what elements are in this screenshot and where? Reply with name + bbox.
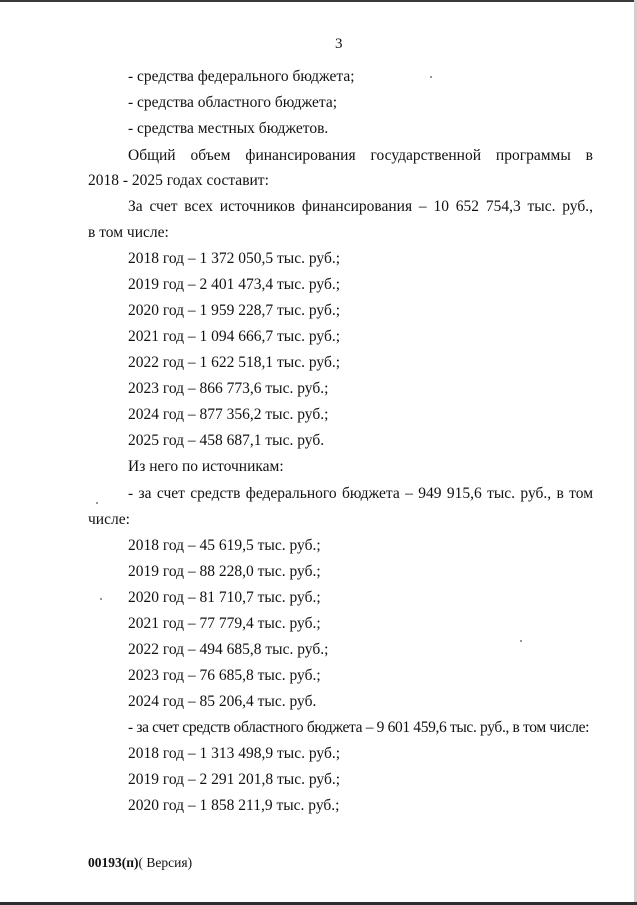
all-year-2021: 2021 год – 1 094 666,7 тыс. руб.; — [128, 328, 341, 345]
source-local: - средства местных бюджетов. — [128, 120, 329, 137]
all-sources-line1: За счет всех источников финансирования – 10 652 754,3 тыс. руб., — [128, 198, 593, 215]
federal-para-line2: числе: — [88, 511, 130, 528]
document-footer — [88, 855, 192, 871]
all-year-2025: 2025 год – 458 687,1 тыс. руб. — [128, 432, 325, 449]
total-para-line2: 2018 - 2025 годах составит: — [88, 172, 269, 189]
federal-year-2021: 2021 год – 77 779,4 тыс. руб.; — [128, 615, 321, 632]
all-sources-line2: в том числе: — [88, 224, 169, 241]
scan-top-edge — [0, 0, 637, 2]
scan-speck — [430, 76, 432, 78]
footer-code: 00193(п) — [88, 855, 139, 870]
all-year-2023: 2023 год – 866 773,6 тыс. руб.; — [128, 380, 329, 397]
federal-year-2018: 2018 год – 45 619,5 тыс. руб.; — [128, 537, 321, 554]
source-federal: - средства федерального бюджета; — [128, 68, 355, 85]
regional-para: - за счет средств областного бюджета – 9 601 459,6 тыс. руб., в том числе: — [128, 719, 590, 736]
all-year-2019: 2019 год – 2 401 473,4 тыс. руб.; — [128, 276, 341, 293]
scan-speck — [96, 502, 98, 504]
federal-year-2020: 2020 год – 81 710,7 тыс. руб.; — [128, 589, 321, 606]
total-para-line1: Общий объем финансирования государственной программы в — [128, 147, 593, 164]
scan-speck — [100, 598, 102, 600]
all-year-2020: 2020 год – 1 959 228,7 тыс. руб.; — [128, 302, 341, 319]
regional-year-2019: 2019 год – 2 291 201,8 тыс. руб.; — [128, 771, 341, 788]
federal-year-2023: 2023 год – 76 685,8 тыс. руб.; — [128, 667, 321, 684]
federal-year-2022: 2022 год – 494 685,8 тыс. руб.; — [128, 641, 329, 658]
regional-year-2020: 2020 год – 1 858 211,9 тыс. руб.; — [128, 797, 340, 814]
all-year-2022: 2022 год – 1 622 518,1 тыс. руб.; — [128, 354, 341, 371]
by-sources-heading: Из него по источникам: — [128, 458, 284, 475]
federal-year-2019: 2019 год – 88 228,0 тыс. руб.; — [128, 563, 321, 580]
all-year-2018: 2018 год – 1 372 050,5 тыс. руб.; — [128, 250, 341, 267]
footer-version: ( Версия) — [138, 855, 193, 870]
regional-year-2018: 2018 год – 1 313 498,9 тыс. руб.; — [128, 745, 341, 762]
scan-speck — [520, 640, 522, 642]
federal-year-2024: 2024 год – 85 206,4 тыс. руб. — [128, 693, 317, 710]
page-number: 3 — [335, 36, 343, 52]
source-regional: - средства областного бюджета; — [128, 94, 338, 111]
federal-para-line1: - за счет средств федерального бюджета – 949 915,6 тыс. руб., в том — [128, 485, 593, 502]
all-year-2024: 2024 год – 877 356,2 тыс. руб.; — [128, 406, 329, 423]
